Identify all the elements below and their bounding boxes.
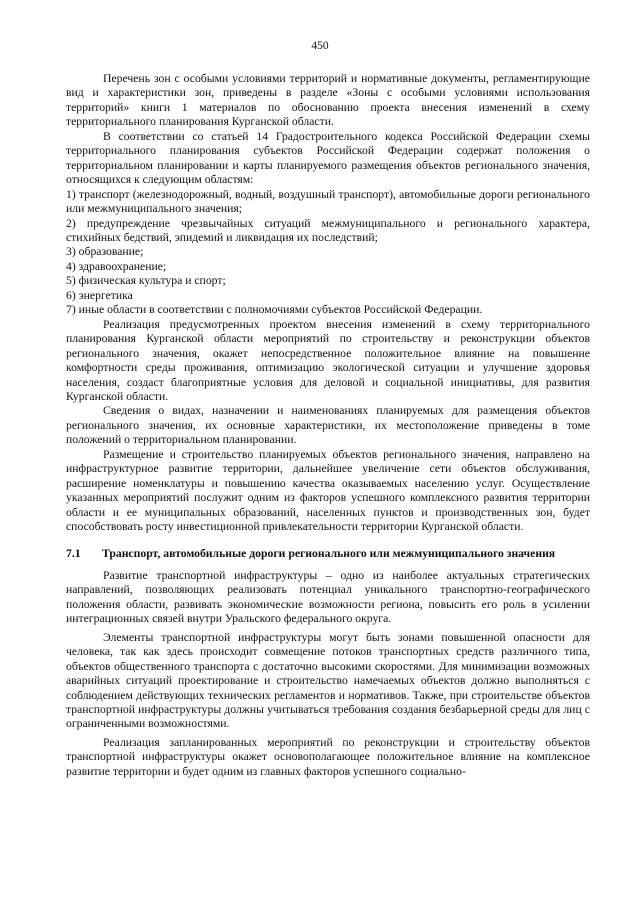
section-paragraph: Развитие транспортной инфраструктуры – одно из наиболее актуальных стратегических направлений, позволяющих реализовать потенциал уникального транспортно-географического положения области, развивать экономические возможности региона, повысить его роль в усилении интеграционных связей внутри Уральского федерального округа. bbox=[66, 568, 590, 626]
list-item: 5) физическая культура и спорт; bbox=[66, 274, 226, 288]
list-item: 2) предупреждение чрезвычайных ситуаций межмуниципального и регионального характера, стихийных бедствий, эпидемий и ликвидация их последствий; bbox=[66, 216, 590, 244]
list-item: 6) энергетика bbox=[66, 288, 133, 302]
intro-paragraph: В соответствии со статьей 14 Градостроительного кодекса Российской Федерации схемы территориального планирования субъектов Российской Федерации содержат положения о территориальном планировании и карты планируемого размещения объектов регионального значения, относящихся к следующим областям: bbox=[66, 129, 590, 187]
intro-paragraph: Перечень зон с особыми условиями территорий и нормативные документы, регламентирующие вид и характеристики зон, приведены в разделе «Зоны с особыми условиями использования территорий» книги 1 материалов по обоснованию проекта внесения изменений в схему территориального планирования Курганской области. bbox=[66, 72, 590, 129]
section-paragraph: Реализация запланированных мероприятий по реконструкции и строительству объектов транспортной инфраструктуры окажет основополагающее положительное влияние на комплексное развитие территории и будет одним из главных факторов успешного социально- bbox=[66, 735, 590, 778]
section-number: 7.1 bbox=[66, 546, 81, 560]
section-heading bbox=[66, 547, 590, 561]
list-item: 1) транспорт (железнодорожный, водный, воздушный транспорт), автомобильные дороги регионального или межмуниципального значения; bbox=[66, 187, 590, 216]
body-paragraph: Размещение и строительство планируемых объектов регионального значения, направлено на инфраструктурное развитие территории, дальнейшее увеличение сети объектов обслуживания, расширение номенклатуры и повышению качества оказываемых населению услуг. Осуществление указанных мероприятий послужит одним из факторов успешного комплексного развития территории области и ее муниципальных образований, населенных пунктов и производственных зон, будет способствовать росту инвестиционной привлекательности территории Курганской области. bbox=[66, 447, 590, 534]
section-paragraph: Элементы транспортной инфраструктуры могут быть зонами повышенной опасности для человека, так как здесь происходит совмещение потоков транспортных средств различного типа, объектов общественного транспорта с достаточно высокими скоростями. Для минимизации возможных аварийных ситуаций проектирование и строительство намечаемых объектов должно выполняться с соблюдением действующих технических регламентов и нормативов. Также, при строительстве объектов транспортной инфраструктуры должны учитываться требования создания безбарьерной среды для лиц с ограниченными возможностями. bbox=[66, 630, 590, 731]
list-item: 3) образование; bbox=[66, 245, 144, 259]
body-paragraph: Реализация предусмотренных проектом внесения изменений в схему территориального планирования Курганской области мероприятий по строительству и реконструкции объектов регионального значения, окажет непосредственное положительное влияние на повышение комфортности среды проживания, оптимизацию экологической ситуации и улучшение здоровья населения, создаст благоприятные условия для деловой и социальной инициативы, для развития Курганской области. bbox=[66, 317, 590, 403]
page-content bbox=[66, 72, 590, 779]
list-item: 4) здравоохранение; bbox=[66, 259, 167, 273]
list-item: 7) иные области в соответствии с полномочиями субъектов Российской Федерации. bbox=[66, 303, 483, 317]
page-number: 450 bbox=[311, 40, 329, 52]
section-title: Транспорт, автомобильные дороги регионального или межмуниципального значения bbox=[102, 546, 556, 560]
body-paragraph: Сведения о видах, назначении и наименованиях планируемых для размещения объектов регионального значения, их основные характеристики, их местоположение приведены в томе положений о территориальном планировании. bbox=[66, 404, 590, 447]
